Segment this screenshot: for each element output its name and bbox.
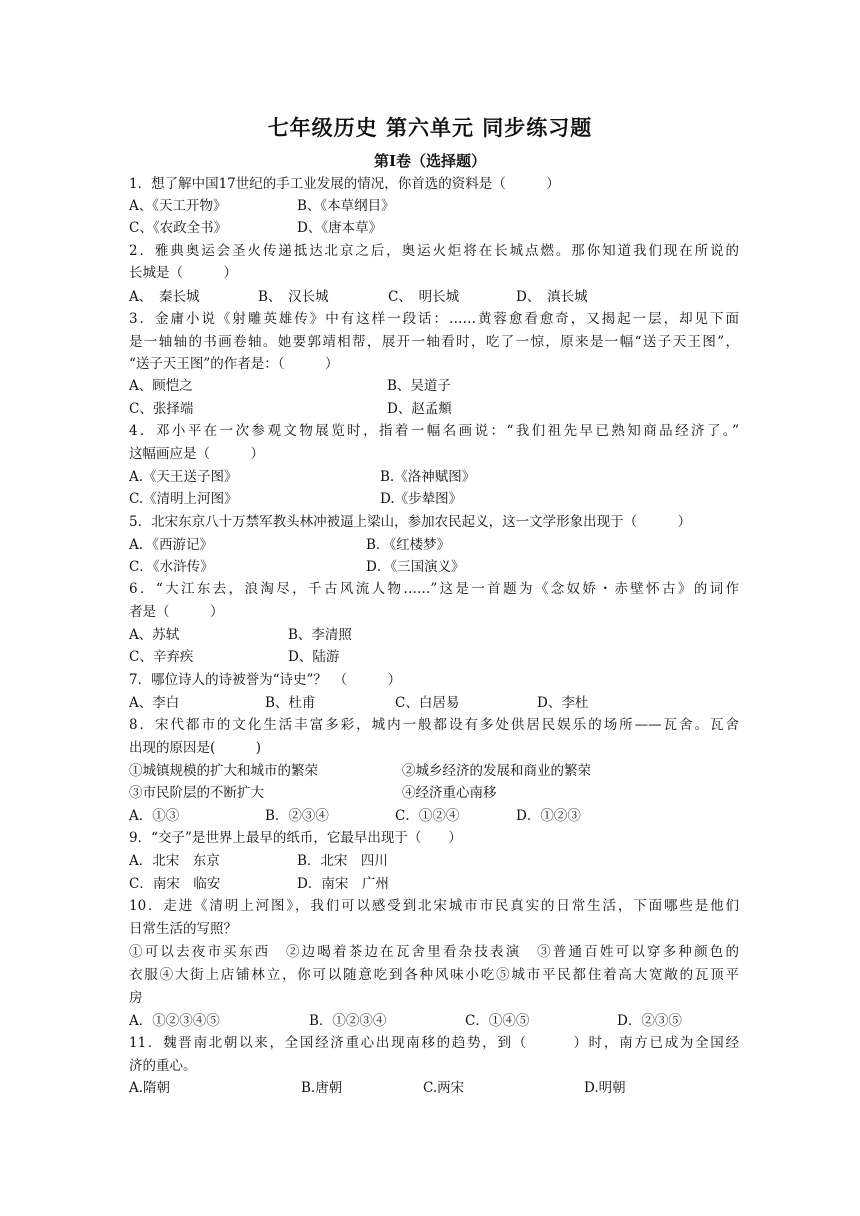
page-title: 七年级历史 第六单元 同步练习题 xyxy=(267,115,593,140)
question-9-stem: 9．“交子”是世界上最早的纸币，它最早出现于（ ） xyxy=(129,830,462,846)
option-a: A．《西游记》 xyxy=(129,537,213,553)
question-10-stem: ①可以去夜市买东西 ②边喝着茶边在瓦舍里看杂技表演 ③普通百姓可以穿多种颜色的 xyxy=(129,944,739,960)
question-5-stem: 5．北宋东京八十万禁军教头林冲被逼上梁山，参加农民起义，这一文学形象出现于（ ） xyxy=(129,514,692,530)
question-3-stem: 3．金庸小说《射雕英雄传》中有这样一段话：……黄蓉愈看愈奇，又揭起一层，却见下面 xyxy=(129,311,739,327)
option-d: D、李杜 xyxy=(537,695,589,711)
question-11-stem: 11．魏晋南北朝以来，全国经济重心出现南移的趋势，到（ ）时，南方已成为全国经 xyxy=(129,1035,739,1051)
question-11-stem: 济的重心。 xyxy=(129,1058,197,1074)
option-c: C、白居易 xyxy=(395,695,460,711)
section-title: 第Ⅰ卷（选择题） xyxy=(373,152,487,170)
question-2-stem: 长城是（ ） xyxy=(129,265,237,281)
option-c: C．《水浒传》 xyxy=(129,559,214,575)
option-d: D．南宋 广州 xyxy=(297,876,389,892)
statement-item: ②城乡经济的发展和商业的繁荣 xyxy=(402,763,591,779)
option-b: B、杜甫 xyxy=(265,695,316,711)
option-a: A、苏轼 xyxy=(129,627,180,643)
option-b: B、吴道子 xyxy=(387,378,451,394)
option-a: A．①②③④⑤ xyxy=(129,1013,220,1029)
option-d: D.《步辇图》 xyxy=(380,491,463,507)
question-2-stem: 2．雅典奥运会圣火传递抵达北京之后，奥运火炬将在长城点燃。那你知道我们现在所说的 xyxy=(129,243,739,259)
option-b: B．《红楼梦》 xyxy=(366,537,451,553)
option-a: A、顾恺之 xyxy=(129,378,193,394)
option-c: C、辛弃疾 xyxy=(129,649,194,665)
question-3-stem: “送子天王图”的作者是：（ ） xyxy=(129,356,339,372)
option-c: C．南宋 临安 xyxy=(129,876,221,892)
option-c: C、张择端 xyxy=(129,401,194,417)
question-10-stem: 日常生活的写照？ xyxy=(129,921,237,937)
option-b: B、 汉长城 xyxy=(258,289,329,305)
option-a: A．①③ xyxy=(129,808,180,824)
option-a: A.隋朝 xyxy=(129,1080,171,1096)
question-10-stem: 房 xyxy=(129,990,143,1006)
option-d: D、 滇长城 xyxy=(516,289,588,305)
option-d: D．《三国演义》 xyxy=(366,559,465,575)
question-8-stem: 出现的原因是( ) xyxy=(129,740,262,756)
option-d: D、陆游 xyxy=(288,649,340,665)
option-b: B.《洛神赋图》 xyxy=(380,469,476,485)
question-7-stem: 7．哪位诗人的诗被誉为“诗史”？ （ ） xyxy=(129,672,402,688)
question-4-stem: 4．邓小平在一次参观文物展览时，指着一幅名画说：“我们祖先早已熟知商品经济了。” xyxy=(129,423,739,439)
statement-item: ③市民阶层的不断扩大 xyxy=(129,785,264,801)
question-6-stem: 6．“大江东去，浪淘尽，千古风流人物……”这是一首题为《念奴娇・赤壁怀古》的词作 xyxy=(129,581,739,597)
option-a: A、 秦长城 xyxy=(129,289,200,305)
option-c: C.《清明上河图》 xyxy=(129,491,238,507)
question-8-stem: 8．宋代都市的文化生活丰富多彩，城内一般都设有多处供居民娱乐的场所——瓦舍。瓦舍 xyxy=(129,717,739,733)
option-b: B．②③④ xyxy=(265,808,329,824)
option-d: D、赵孟頫 xyxy=(387,401,452,417)
option-a: A、李白 xyxy=(129,695,180,711)
option-d: D．②③⑤ xyxy=(617,1013,682,1029)
option-c: C.两宋 xyxy=(423,1080,465,1096)
statement-item: ①城镇规模的扩大和城市的繁荣 xyxy=(129,763,318,779)
option-d: D．①②③ xyxy=(516,808,581,824)
statement-item: ④经济重心南移 xyxy=(402,785,497,801)
option-c: C、 明长城 xyxy=(388,289,460,305)
option-b: B.唐朝 xyxy=(301,1080,343,1096)
option-c: C．①②④ xyxy=(395,808,460,824)
option-d: D、《唐本草》 xyxy=(297,220,383,236)
option-a: A．北宋 东京 xyxy=(129,853,220,869)
option-c: C．①④⑤ xyxy=(465,1013,530,1029)
question-1-stem: 1．想了解中国17世纪的手工业发展的情况，你首选的资料是（ ） xyxy=(129,176,560,192)
option-b: B．①②③④ xyxy=(309,1013,387,1029)
option-b: B、李清照 xyxy=(288,627,352,643)
question-10-stem: 衣服④大街上店铺林立，你可以随意吃到各种风味小吃⑤城市平民都住着高大宽敞的瓦顶平 xyxy=(129,967,739,983)
question-3-stem: 是一轴轴的书画卷轴。她要郭靖相帮，展开一轴看时，吃了一惊，原来是一幅“送子天王图”， xyxy=(129,334,739,350)
option-a: A、《天工开物》 xyxy=(129,198,227,214)
option-b: B、《本草纲目》 xyxy=(297,198,395,214)
option-a: A.《天王送子图》 xyxy=(129,469,238,485)
option-c: C、《农政全书》 xyxy=(129,220,228,236)
question-4-stem: 这幅画应是（ ） xyxy=(129,446,264,462)
option-b: B．北宋 四川 xyxy=(297,853,388,869)
option-d: D.明朝 xyxy=(584,1080,626,1096)
question-6-stem: 者是（ ） xyxy=(129,604,224,620)
question-10-stem: 10．走进《清明上河图》，我们可以感受到北宋城市市民真实的日常生活，下面哪些是他们 xyxy=(129,898,739,914)
